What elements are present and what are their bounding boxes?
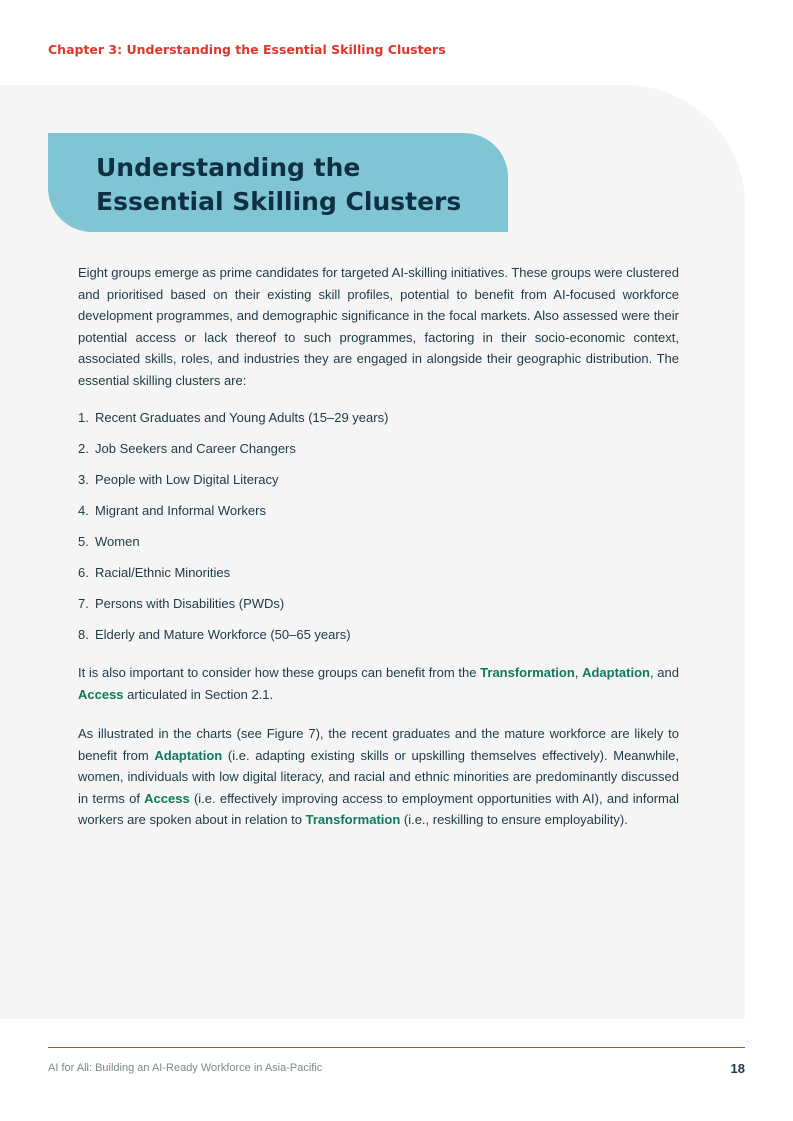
term-transformation: Transformation (480, 665, 575, 680)
cluster-list (78, 405, 388, 653)
footer-divider (48, 1047, 745, 1048)
list-item-number: 8. (78, 627, 89, 642)
list-item-number: 3. (78, 472, 89, 487)
list-item-label: Elderly and Mature Workforce (50–65 years) (95, 627, 351, 642)
list-item-number: 7. (78, 596, 89, 611)
list-item (78, 498, 388, 529)
list-item-label: Racial/Ethnic Minorities (95, 565, 231, 580)
benefit-paragraph (78, 662, 679, 705)
term-access: Access (78, 686, 124, 702)
list-item (78, 560, 388, 591)
list-item-label: Recent Graduates and Young Adults (15–29 years) (95, 410, 389, 425)
text-run: articulated in Section 2.1. (123, 686, 274, 702)
text-run: (i.e. effectively improving access to employment opportunities with AI), and informal workers are spoken about in relation to (78, 790, 680, 828)
text-run: As illustrated in the charts (see Figure 7), the recent graduates and the mature workforce are likely to benefit from (78, 726, 679, 763)
list-item (78, 405, 388, 436)
list-item-label: People with Low Digital Literacy (95, 472, 279, 487)
figure-paragraph (78, 723, 679, 831)
list-item-number: 5. (78, 534, 89, 549)
title-box (48, 133, 508, 232)
list-item-label: Women (95, 534, 140, 549)
page-title (96, 151, 496, 219)
term-adaptation: Adaptation (154, 747, 223, 763)
list-item-number: 2. (78, 441, 89, 456)
text-run: (i.e., reskilling to ensure employability). (400, 812, 628, 828)
list-item-number: 4. (78, 503, 89, 518)
text-run: , and (649, 665, 679, 680)
intro-paragraph: Eight groups emerge as prime candidates for targeted AI-skilling initiatives. These groups were clustered and prioritised based on their existing skill profiles, potential to benefit from AI-focused workforce development programmes, and demographic significance in the focal markets. Also assessed were their potential access or lack thereof to such programmes, factoring in their socio-economic context, associated skills, roles, and industries they are engaged in alongside their geographic distribution. The essential skilling clusters are: (78, 265, 679, 388)
page-title-line-1: Understanding the (96, 153, 361, 182)
list-item-label: Job Seekers and Career Changers (95, 441, 296, 456)
list-item-label: Migrant and Informal Workers (95, 503, 266, 518)
text-run: (i.e. adapting existing skills or upskilling themselves effectively). Meanwhile, women, individuals with low digital literacy, and racial and ethnic minorities are predominantly discussed in terms of (78, 747, 680, 806)
list-item (78, 436, 388, 467)
list-item-label: Persons with Disabilities (PWDs) (95, 596, 285, 611)
term-transformation: Transformation (305, 812, 401, 828)
list-item-number: 6. (78, 565, 89, 580)
text-run: It is also important to consider how these groups can benefit from the (78, 665, 481, 680)
term-access: Access (144, 790, 190, 806)
list-item-number: 1. (78, 410, 89, 425)
page-number: 18 (730, 1061, 745, 1076)
list-item (78, 622, 388, 653)
term-adaptation: Adaptation (582, 665, 650, 680)
page-title-line-2: Essential Skilling Clusters (96, 187, 462, 216)
list-item (78, 467, 388, 498)
list-item (78, 591, 388, 622)
chapter-label: Chapter 3: Understanding the Essential Skilling Clusters (48, 42, 446, 57)
footer-document-title: AI for All: Building an AI-Ready Workforce in Asia-Pacific (48, 1062, 323, 1074)
text-run: , (574, 665, 583, 680)
list-item (78, 529, 388, 560)
